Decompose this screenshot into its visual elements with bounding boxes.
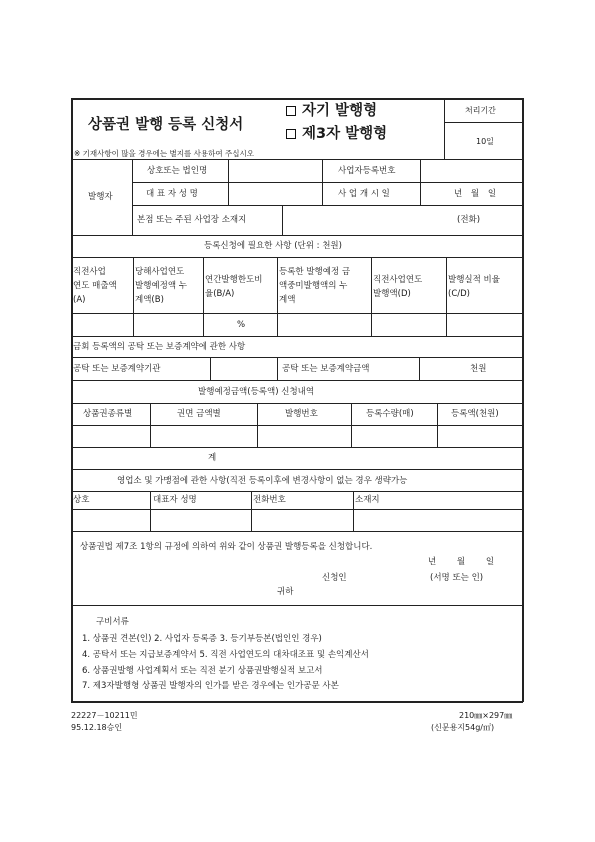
required-documents-line: 7. 제3자발행형 상품권 발행자의 인가를 받은 경우에는 인가공문 사본 [82,681,339,691]
option-third-party[interactable] [286,127,387,142]
business-regno-label: 사업자등록번호 [338,166,396,176]
addressee-label: 귀하 [277,587,294,597]
branch-section-title: 영업소 및 가맹점에 관한 사항(직전 등록이후에 변경사항이 없는 경우 생략가능 [117,476,408,486]
guarantee-org-field[interactable] [211,358,276,379]
paper-spec: (신문용지54g/㎡) [431,723,495,732]
col-planned-cumulative-line1: 당해사업연도 [135,267,185,277]
guarantee-section-title: 금회 등록액의 공탁 또는 보증계약에 관한 사항 [73,342,246,352]
border-bottom [71,701,523,703]
col-face-value: 권면 금액별 [177,409,221,419]
total-label: 계 [208,453,217,463]
col-limit-ratio-line1: 연간발행한도비 [205,275,263,285]
option-self-issued[interactable] [286,104,377,119]
col-branch-representative: 대표자 성명 [153,495,197,505]
processing-period-value: 10일 [476,137,494,146]
processing-period-label: 처리기간 [465,106,496,115]
col-prev-sales-line2: 연도 매출액 [73,281,117,291]
required-documents-title: 구비서류 [96,617,129,627]
col-registered-qty: 등록수량(매) [366,409,414,419]
col-prev-sales-line3: (A) [73,295,86,305]
business-start-label: 사 업 개 시 일 [338,189,390,199]
company-name-label: 상호또는 법인명 [147,166,208,176]
declaration-text: 상품권법 제7조 1항의 규정에 의하여 위와 같이 상품권 발행등록을 신청합니다. [80,542,373,552]
paper-size: 210㎜×297㎜ [459,711,513,720]
col-performance-ratio-line1: 발행실적 비율 [448,275,500,285]
col-unissued-line3: 계액 [279,295,296,305]
head-office-address-field[interactable] [283,206,423,234]
business-start-date[interactable]: 년 월 일 [454,189,497,199]
option-third-label: 제3자 발행형 [302,126,388,142]
form-note: ※ 기재사항이 많을 경우에는 별지를 사용하여 주십시오 [74,149,254,158]
col-branch-address: 소재지 [355,495,380,505]
declaration-date[interactable]: 년 월 일 [428,557,495,567]
border-right [522,98,524,702]
col-branch-phone: 전화번호 [253,495,286,505]
option-self-label: 자기 발행형 [302,103,378,119]
registration-section-title: 등록신청에 필요한 사항 (단위 : 천원) [204,241,342,251]
form-title: 상품권 발행 등록 신청서 [88,117,244,133]
checkbox-icon[interactable] [286,106,296,116]
border-left [71,98,73,702]
guarantee-amount-label: 공탁 또는 보증계약금액 [282,364,370,374]
col-issue-number: 발행번호 [285,409,318,419]
col-prev-issued-line2: 발행액(D) [373,289,411,299]
checkbox-icon[interactable] [286,129,296,139]
company-name-field[interactable] [229,160,321,181]
col-unissued-line1: 등록한 발행예정 금 [279,267,351,277]
guarantee-amount-unit: 천원 [470,364,487,374]
required-documents-line: 6. 상품권발행 사업계획서 또는 직전 분기 상품권발행실적 보고서 [82,666,323,676]
form-code: 22227－10211민 [71,711,138,720]
col-branch-name: 상호 [73,495,90,505]
signature-placeholder[interactable]: (서명 또는 인) [430,573,484,583]
col-unissued-line2: 액중미발행액의 누 [279,281,348,291]
col-prev-issued-line1: 직전사업연도 [373,275,423,285]
guarantee-org-label: 공탁 또는 보증계약기관 [73,364,161,374]
phone-label: (전화) [457,215,481,225]
required-documents-line: 4. 공탁서 또는 지급보증계약서 5. 직전 사업연도의 대차대조표 및 손익계산서 [82,650,369,660]
col-voucher-type: 상품권종류별 [83,409,133,419]
representative-field[interactable] [229,183,321,204]
required-documents-line: 1. 상품권 견본(인) 2. 사업자 등록증 3. 등기부등본(법인인 경우) [82,634,322,644]
col-performance-ratio-line2: (C/D) [448,289,470,299]
border-top [71,98,523,100]
col-planned-cumulative-line2: 발행예정액 누 [135,281,187,291]
planned-section-title: 발행예정금액(등록액) 신청내역 [198,387,315,397]
col-prev-sales-line1: 직전사업 [73,267,106,277]
col-registered-amount: 등록액(천원) [451,409,499,419]
applicant-label: 신청인 [322,573,347,583]
approval-date: 95.12.18승인 [71,723,123,732]
business-regno-field[interactable] [421,160,521,181]
limit-ratio-percent: % [237,320,246,330]
representative-label: 대 표 자 성 명 [146,189,198,199]
col-limit-ratio-line2: 율(B/A) [205,289,235,299]
head-office-address-label: 본점 또는 주된 사업장 소재지 [137,215,247,225]
issuer-section-label: 발행자 [88,192,113,202]
col-planned-cumulative-line3: 계액(B) [135,295,164,305]
